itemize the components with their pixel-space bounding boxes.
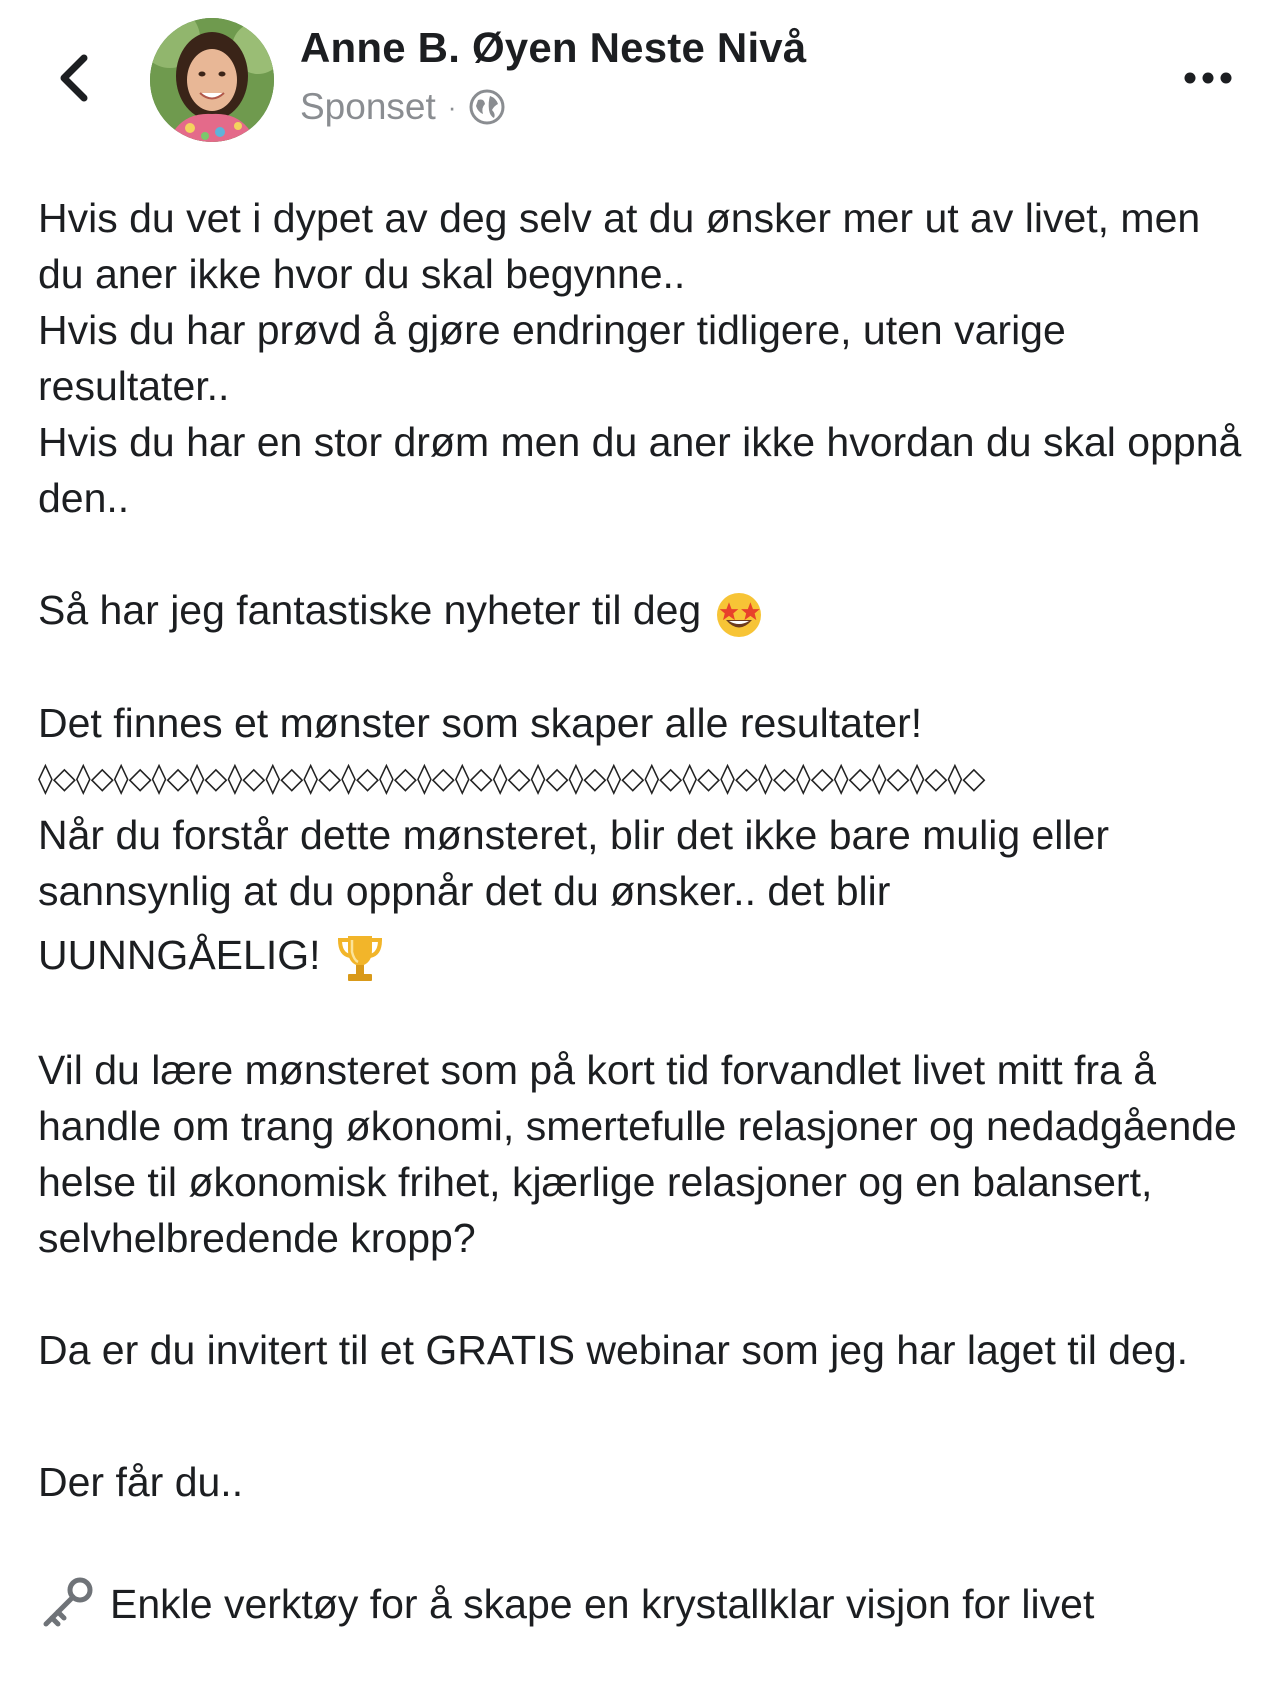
star-struck-emoji (713, 587, 765, 639)
back-button[interactable] (50, 48, 100, 108)
invite-paragraph: Da er du invitert til et GRATIS webinar som jeg har laget til deg. (38, 1327, 1189, 1374)
news-line (38, 582, 1253, 639)
bullet-item (38, 1576, 1253, 1632)
more-options-button[interactable] (1178, 58, 1238, 98)
news-text: Så har jeg fantastiske nyheter til deg (38, 587, 702, 633)
pattern-line: Det finnes et mønster som skaper alle resultater! (38, 700, 923, 747)
post-meta (300, 82, 506, 132)
page-name[interactable]: Anne B. Øyen Neste Nivå (300, 24, 807, 71)
key-emoji (38, 1576, 96, 1632)
learn-paragraph: Vil du lære mønsteret som på kort tid forvandlet livet mitt fra å handle om trang økonomi, smertefulle relasjoner og nedadgående helse til økonomisk frihet, kjærlige relasjoner og en balansert, selvhelbredende kropp? (38, 1047, 1249, 1262)
post-body (38, 190, 1253, 1632)
inevitable-line (38, 927, 1253, 986)
trophy-emoji (332, 930, 388, 986)
post-header (0, 0, 1280, 160)
inevitable-text: UUNNGÅELIG! (38, 932, 321, 979)
meta-separator: · (447, 91, 457, 122)
more-horizontal-icon (1178, 58, 1238, 98)
profile-photo (150, 18, 274, 142)
diamond-text: ◊◇◊◇◊◇◊◇◊◇◊◇◊◇◊◇◊◇◊◇◊◇◊◇◊◇◊◇◊◇◊◇◊◇◊◇◊◇◊◇◊◇◊◇◊◇◊◇◊◇ (38, 761, 986, 797)
understand-line: Når du forstår dette mønsteret, blir det ikke bare mulig eller sannsynlig at du oppnår det du ønsker.. det blir (38, 812, 1121, 915)
post-line: Hvis du har prøvd å gjøre endringer tidligere, uten varige resultater.. (38, 307, 1078, 409)
sponsored-label: Sponset (300, 86, 436, 127)
post-line: Hvis du vet i dypet av deg selv at du ønsker mer ut av livet, men du aner ikke hvor du skal begynne.. (38, 195, 1212, 297)
post-line: Hvis du har en stor drøm men du aner ikke hvordan du skal oppnå den.. (38, 419, 1253, 521)
get-line: Der får du.. (38, 1459, 244, 1506)
chevron-left-icon (50, 48, 100, 108)
globe-icon[interactable] (468, 88, 506, 126)
page-avatar[interactable] (150, 18, 274, 142)
diamond-divider (38, 751, 1253, 807)
bullet-text: Enkle verktøy for å skape en krystallklar visjon for livet (110, 1581, 1095, 1628)
